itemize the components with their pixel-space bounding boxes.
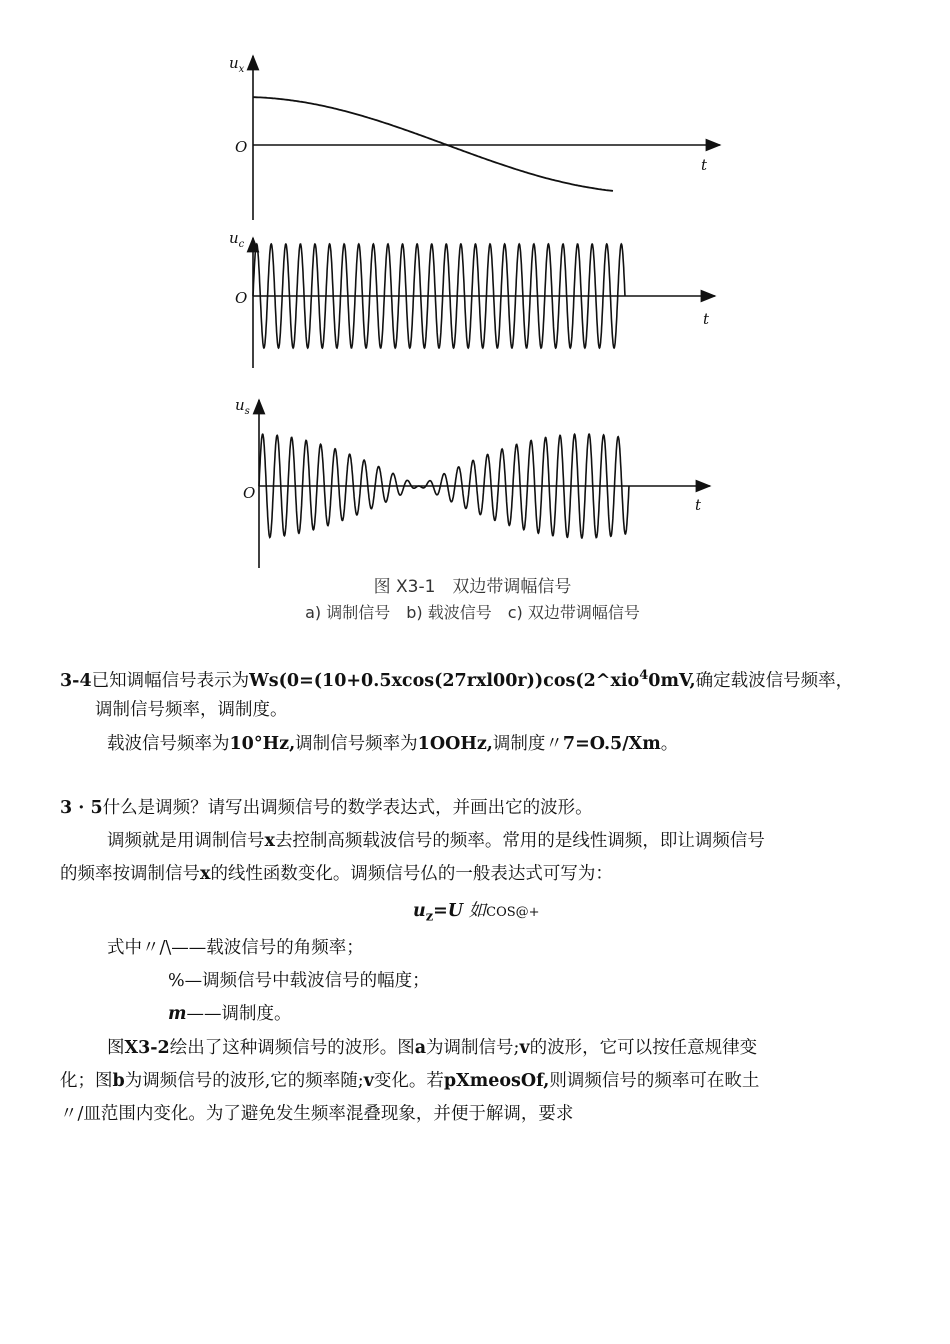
q34-ans-end: 。	[660, 734, 679, 754]
panel-a-t-label: t	[701, 156, 708, 174]
panel-a-origin: O	[235, 138, 248, 156]
q35-f2b: b	[112, 1071, 125, 1091]
q35-f2f: pXmeosOf,	[443, 1071, 550, 1091]
q35-f2e: 变化。若	[373, 1071, 444, 1091]
q34-text1: 已知调幅信号表示为	[91, 670, 250, 691]
q35-para2-line2	[60, 1068, 759, 1094]
q35-eq-eq: =U	[433, 901, 464, 921]
panel-c-origin: O	[243, 484, 256, 502]
q35-text: 什么是调频？请写出调频信号的数学表达式，并画出它的波形。	[102, 798, 593, 818]
panel-a-modulating-signal	[229, 54, 720, 220]
figure-subcaption: a) 调制信号 b) 载波信号 c) 双边带调幅信号	[305, 603, 640, 622]
q34-ans-carrier-freq: 10°Hz,	[229, 734, 296, 754]
q35-eq-rest: 如	[463, 901, 487, 921]
q34-ans-mod-index: 7=O.5/Xm	[562, 734, 661, 754]
q34-line2: 调制信号频率，调制度。	[95, 700, 288, 720]
q35-def3	[168, 1001, 292, 1027]
q35-f2a: 化；图	[60, 1071, 113, 1091]
q35-eq-sub: z	[425, 909, 434, 925]
q35-para2-line1	[107, 1035, 757, 1061]
q35-number: 3 · 5	[60, 798, 103, 818]
q35-p1a: 调频就是用调制信号	[107, 831, 265, 851]
figure-x3-1	[215, 48, 730, 628]
q35-def3-text: ——调制度。	[186, 1004, 292, 1024]
q35-def3-m: m	[168, 1004, 187, 1024]
figure-caption: 图 X3-1 双边带调幅信号	[373, 577, 572, 597]
q34-ans-mod-freq: 1OOHz,	[417, 734, 493, 754]
q34-formula-sup: 4	[639, 668, 649, 683]
q35-eq-u: u	[413, 901, 426, 921]
panel-a-waveform	[253, 97, 613, 191]
panel-b-y-label: $u_c$	[229, 229, 245, 250]
q35-p2a: 的频率按调制信号	[60, 864, 200, 884]
q35-x2: x	[200, 864, 211, 884]
q35-p2b: 的线性函数变化。调频信号仏的一般表达式可写为：	[210, 864, 613, 884]
q35-equation	[413, 898, 540, 931]
q35-p1b: 去控制高频载波信号的频率。常用的是线性调频，即让调频信号	[274, 831, 765, 851]
q35-title	[60, 795, 593, 821]
panel-b-t-label: t	[703, 310, 710, 328]
q35-f2c: 为调频信号的波形,它的频率随;	[124, 1071, 364, 1091]
q35-para1-line1	[107, 828, 765, 854]
q34-answer	[107, 731, 678, 757]
q35-f2d: v	[363, 1071, 374, 1091]
q35-x1: x	[264, 831, 275, 851]
panel-c-dsb-signal	[235, 396, 710, 568]
q34-number: 3-4	[60, 670, 92, 691]
q35-para1-line2	[60, 861, 613, 887]
q34-formula2: 0mV,	[648, 670, 696, 691]
q35-f1c: 绘出了这种调频信号的波形。图	[169, 1038, 415, 1058]
panel-b-origin: O	[235, 289, 248, 307]
q35-f1b: X3-2	[124, 1038, 170, 1058]
q35-def2: %—调频信号中载波信号的幅度；	[168, 971, 430, 991]
q35-f1g: 的波形，它可以按任意规律变	[529, 1038, 758, 1058]
q34-text2: 确定载波信号频率，	[695, 670, 854, 691]
q34-formula: Ws(0=(10+0.5xcos(27rxl00r))cos(2^xio	[249, 670, 640, 691]
q35-f1f: v	[519, 1038, 530, 1058]
q35-f1d: a	[414, 1038, 427, 1058]
panel-a-y-label: $u_x$	[229, 54, 245, 75]
q35-f1a: 图	[107, 1038, 125, 1058]
panel-b-carrier-signal	[229, 229, 715, 368]
q34-ans-text1: 载波信号频率为	[107, 734, 230, 754]
q35-eq-small: COS@+	[486, 905, 540, 920]
q34-ans-text3: 调制度〃	[492, 734, 563, 754]
q35-f2g: 则调频信号的频率可在畋土	[549, 1071, 760, 1091]
q35-def1: 式中〃/\——载波信号的角频率；	[107, 938, 364, 958]
q35-para2-line3: 〃/皿范围内变化。为了避免发生频率混叠现象，并便于解调，要求	[60, 1104, 574, 1124]
q35-f1e: 为调制信号;	[426, 1038, 520, 1058]
panel-c-y-label: $u_s$	[235, 396, 250, 417]
q34-ans-text2: 调制信号频率为	[295, 734, 418, 754]
q34-line1	[60, 663, 853, 694]
panel-c-t-label: t	[695, 496, 702, 514]
